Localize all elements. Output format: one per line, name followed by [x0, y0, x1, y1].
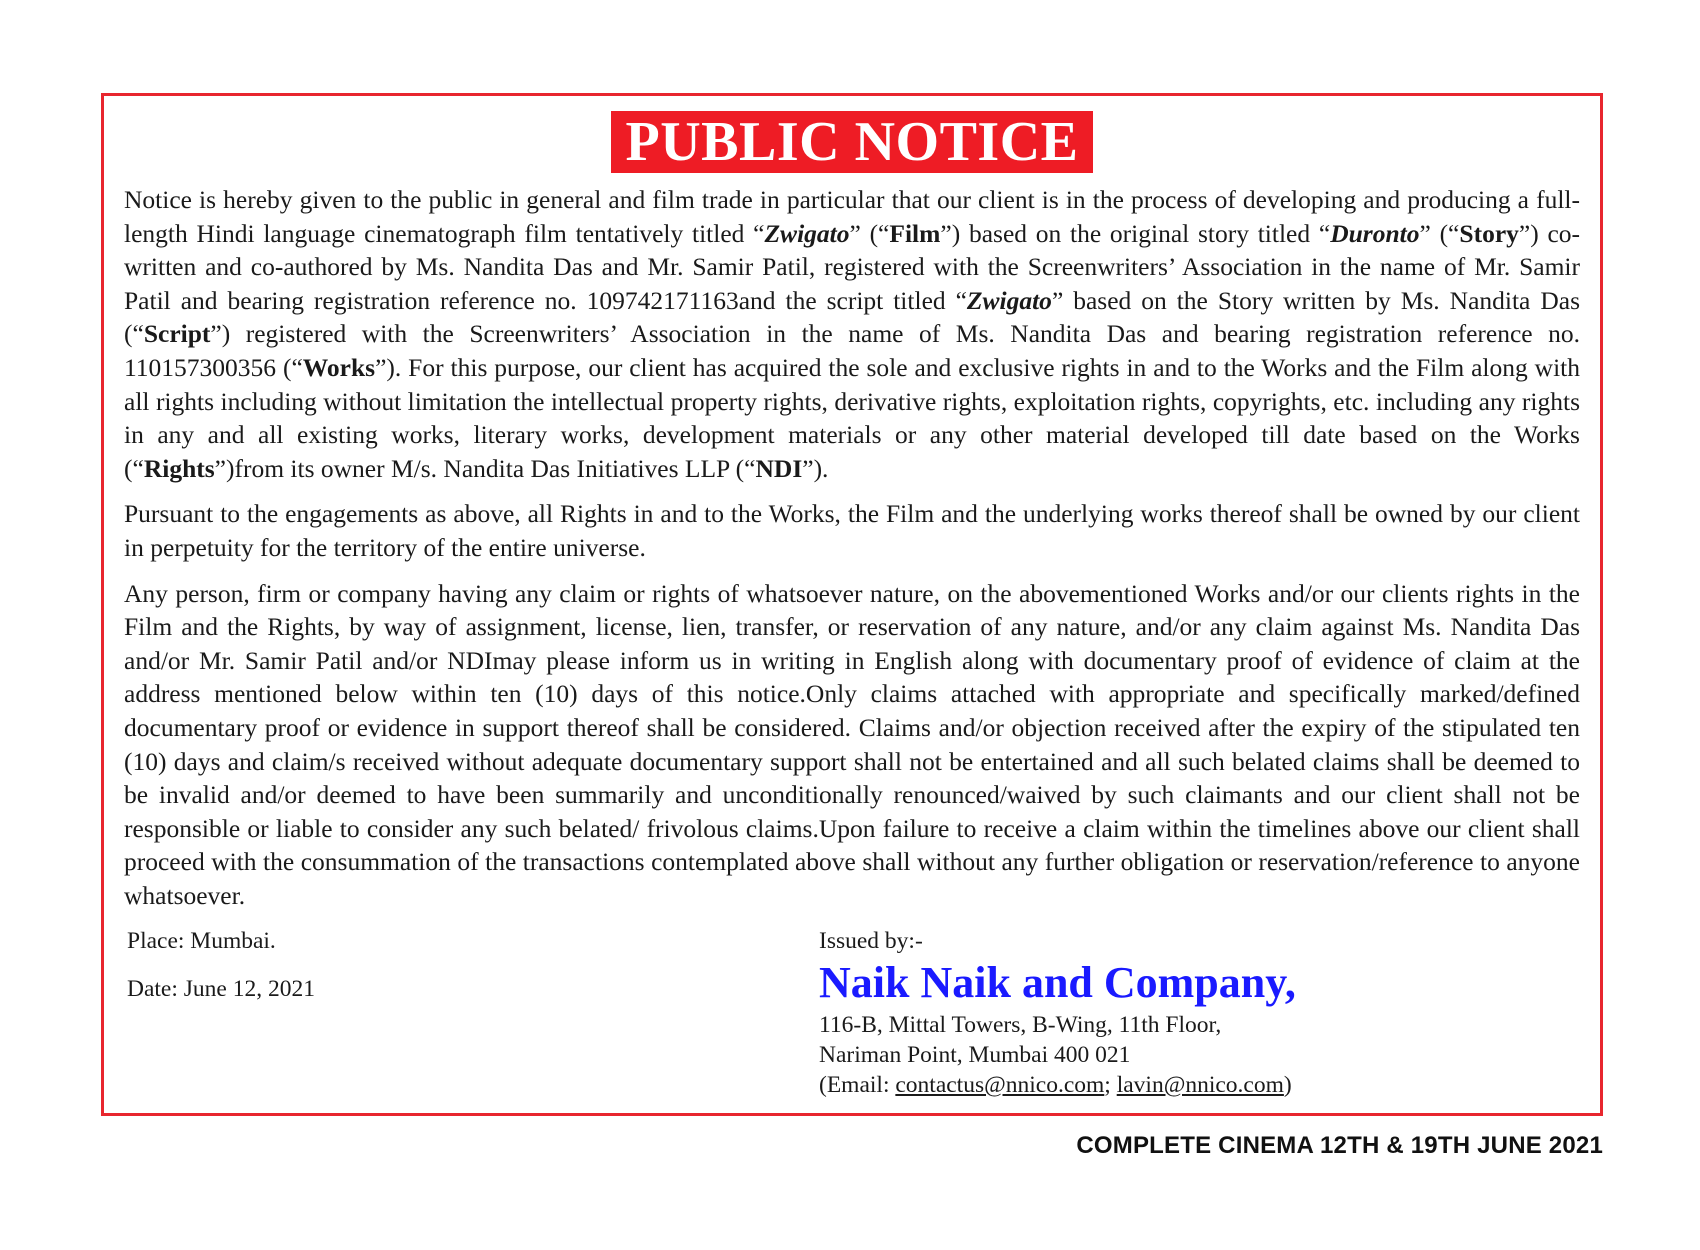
defined-term-script: Script: [143, 319, 211, 349]
film-title-zwigato: Zwigato: [764, 218, 850, 248]
email-suffix: ): [1283, 1072, 1292, 1098]
email-line: [819, 1070, 1296, 1100]
paragraph-1: [124, 183, 1580, 485]
p1-text: ”). For this purpose, our client has acquired the sole and exclusive rights in and to the Works and the Film along with all rights including without limitation the intellectual property rights, derivative rights, exploitation rights, copyrights, etc. including any rights in any and all existing works, literary works, development materials or any other material developed till date based on the Works (“: [124, 352, 1580, 483]
address-line-2: Nariman Point, Mumbai 400 021: [819, 1042, 1131, 1068]
p1-text: ”) based on the original story titled “: [940, 218, 1331, 248]
defined-term-works: Works: [302, 352, 376, 382]
paragraph-2: Pursuant to the engagements as above, all Rights in and to the Works, the Film and the underlying works thereof shall be owned by our client in perpetuity for the territory of the entire universe.: [124, 499, 1580, 562]
script-title-zwigato: Zwigato: [966, 285, 1052, 315]
address-line-1: 116-B, Mittal Towers, B-Wing, 11th Floor,: [819, 1012, 1222, 1038]
email-separator: ;: [1104, 1072, 1117, 1098]
p1-text: ” based on the Story written by Ms. Nandita Das (“: [124, 285, 1580, 349]
firm-name: [819, 957, 1296, 1009]
p1-text: ”) registered with the Screenwriters’ Association in the name of Ms. Nandita Das and bearing registration reference no. 110157300356 (“: [124, 319, 1580, 382]
place-date-block: [127, 926, 315, 1022]
firm-name-comma: ,: [1284, 958, 1296, 1007]
publication-footer: COMPLETE CINEMA 12TH & 19TH JUNE 2021: [1076, 1132, 1603, 1159]
p1-text: Notice is hereby given to the public in general and film trade in particular that our client is in the process of developing and producing a full-length Hindi language cinematograph film tentatively titled “: [124, 185, 1580, 248]
notice-body: [124, 183, 1580, 912]
defined-term-film: Film: [889, 218, 941, 248]
email-link-lavin[interactable]: lavin@nnico.com: [1116, 1072, 1284, 1098]
email-prefix: (Email:: [819, 1072, 896, 1098]
p1-text: ”) co-written and co-authored by Ms. Nandita Das and Mr. Samir Patil, registered with the Screenwriters’ Association in the name of Mr. Samir Patil and bearing registration reference no. 109742171163and the script titled “: [124, 218, 1581, 315]
notice-title: PUBLIC NOTICE: [611, 111, 1092, 173]
public-notice-box: [101, 93, 1603, 1116]
p1-text: ” (“: [1419, 218, 1460, 248]
issuer-block: [819, 926, 1296, 1100]
email-link-contactus[interactable]: contactus@nnico.com: [895, 1072, 1105, 1098]
p1-text: ” (“: [849, 218, 890, 248]
story-title-duronto: Duronto: [1330, 218, 1420, 248]
date-label: Date: June 12, 2021: [127, 976, 315, 1002]
defined-term-story: Story: [1459, 218, 1519, 248]
issued-by-label: Issued by:-: [819, 928, 923, 954]
firm-name-text: Naik Naik and Company: [819, 958, 1285, 1007]
paragraph-3: Any person, firm or company having any claim or rights of whatsoever nature, on the abovementioned Works and/or our clients rights in the Film and the Rights, by way of assignment, license, lien, transfer, or reservation of any nature, and/or any claim against Ms. Nandita Das and/or Mr. Samir Patil and/or NDImay please inform us in writing in English along with documentary proof of evidence of claim at the address mentioned below within ten (10) days of this notice.Only claims attached with appropriate and specifically marked/defined documentary proof or evidence in support thereof shall be considered. Claims and/or objection received after the expiry of the stipulated ten (10) days and claim/s received without adequate documentary support shall not be entertained and all such belated claims shall be deemed to be invalid and/or deemed to have been summarily and unconditionally renounced/waived by such claimants and our client shall not be responsible or liable to consider any such belated/ frivolous claims.Upon failure to receive a claim within the timelines above our client shall proceed with the consummation of the transactions contemplated above shall without any further obligation or reservation/reference to anyone whatsoever.: [124, 578, 1580, 910]
p1-text: ”).: [802, 453, 829, 483]
defined-term-rights: Rights: [143, 453, 215, 483]
place-label: Place: Mumbai.: [127, 928, 276, 954]
p1-text: ”)from its owner M/s. Nandita Das Initiatives LLP (“: [214, 453, 756, 483]
title-wrap: [104, 111, 1600, 173]
defined-term-ndi: NDI: [755, 453, 803, 483]
